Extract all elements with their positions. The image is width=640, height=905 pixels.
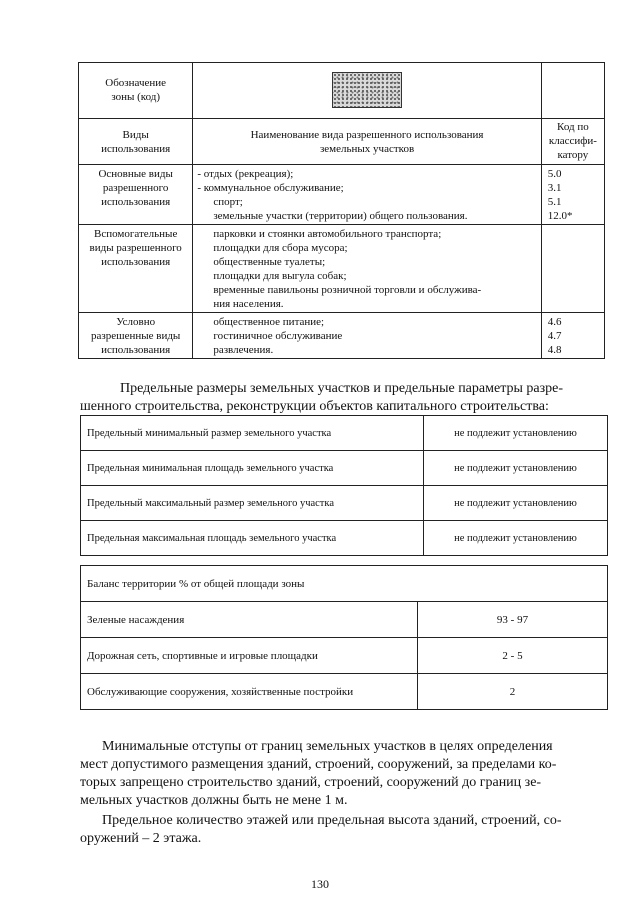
code-value: 4.7 (547, 330, 562, 342)
balance-table (80, 565, 608, 710)
row-title: Основные виды (98, 168, 173, 180)
row-title: использования (101, 196, 171, 208)
setbacks-paragraph (80, 738, 607, 810)
limit-value: не подлежит установлению (424, 451, 608, 486)
list-item: земельные участки (территории) общего пользования. (213, 210, 468, 222)
list-item: ния населения. (213, 298, 284, 310)
floors-paragraph (80, 812, 607, 848)
table-row (81, 602, 608, 638)
table-row (81, 486, 608, 521)
paragraph-line: мест допустимого размещения зданий, строений, сооружений, за пределами ко- (80, 757, 557, 772)
balance-header: Баланс территории % от общей площади зоны (81, 566, 608, 602)
list-item: - коммунальное обслуживание; (197, 182, 344, 194)
zone-hatch-pattern (332, 72, 402, 108)
limits-paragraph (80, 380, 607, 416)
list-item: развлечения. (213, 344, 274, 356)
paragraph-line: Предельные размеры земельных участков и предельные параметры разре- (120, 381, 564, 396)
limit-value: не подлежит установлению (424, 486, 608, 521)
table-row (81, 638, 608, 674)
row-title: разрешенные виды (91, 330, 181, 342)
header-text: земельных участков (319, 142, 415, 155)
code-value: 3.1 (547, 182, 562, 194)
list-item: общественное питание; (213, 316, 325, 328)
header-text: Виды (122, 128, 149, 141)
list-item: гостиничное обслуживание (213, 330, 343, 342)
balance-value: 93 - 97 (418, 602, 608, 638)
main-uses-codes (541, 165, 604, 225)
zone-code-label: зоны (код) (111, 91, 161, 103)
balance-item: Зеленые насаждения (81, 602, 418, 638)
table-row (81, 566, 608, 602)
header-text: Наименование вида разрешенного использования (250, 128, 484, 141)
header-text: классифи- (548, 135, 597, 147)
empty-cell (541, 63, 604, 119)
conditional-uses-title (79, 313, 193, 359)
paragraph-line: шенного строительства, реконструкции объектов капитального строительства: (80, 399, 549, 414)
conditional-uses-codes (541, 313, 604, 359)
limit-value: не подлежит установлению (424, 416, 608, 451)
zone-code-label-cell (79, 63, 193, 119)
code-value: 5.0 (547, 168, 562, 180)
table-row (81, 674, 608, 710)
conditional-uses-list (193, 313, 541, 359)
paragraph-line: мельных участков должны быть не мене 1 м. (80, 793, 348, 808)
row-title: Условно (116, 316, 156, 328)
header-text: катору (557, 149, 589, 161)
empty-cell (541, 225, 604, 313)
row-title: Вспомогательные (94, 228, 178, 240)
code-value: 5.1 (547, 196, 562, 208)
limit-name: Предельная максимальная площадь земельного участка (81, 521, 424, 556)
zone-code-label: Обозначение (105, 77, 167, 89)
limits-table (80, 415, 608, 556)
list-item: - отдых (рекреация); (197, 168, 294, 180)
row-title: разрешенного (102, 182, 169, 194)
code-value: 12.0* (547, 210, 573, 222)
list-item: спорт; (213, 196, 243, 208)
limit-name: Предельный максимальный размер земельного участка (81, 486, 424, 521)
balance-item: Обслуживающие сооружения, хозяйственные постройки (81, 674, 418, 710)
main-uses-list (193, 165, 541, 225)
limit-name: Предельный минимальный размер земельного участка (81, 416, 424, 451)
paragraph-line: Минимальные отступы от границ земельных участков в целях определения (102, 739, 553, 754)
table-row (81, 451, 608, 486)
auxiliary-uses-title (79, 225, 193, 313)
table-row (81, 521, 608, 556)
page-number: 130 (311, 877, 329, 891)
auxiliary-uses-list (193, 225, 541, 313)
row-title: использования (101, 256, 171, 268)
paragraph-line: торых запрещено строительство зданий, строений, сооружений до границ зе- (80, 775, 542, 790)
paragraph-line: Предельное количество этажей или предельная высота зданий, строений, со- (102, 813, 562, 828)
header-text: использования (101, 142, 171, 155)
header-codes (541, 119, 604, 165)
limit-value: не подлежит установлению (424, 521, 608, 556)
code-value: 4.6 (547, 316, 562, 328)
list-item: парковки и стоянки автомобильного транспорта; (213, 228, 442, 240)
paragraph-line: оружений – 2 этажа. (80, 831, 202, 846)
balance-value: 2 - 5 (418, 638, 608, 674)
row-title: использования (101, 344, 171, 356)
list-item: площадки для выгула собак; (213, 270, 347, 282)
main-uses-title (79, 165, 193, 225)
limit-name: Предельная минимальная площадь земельного участка (81, 451, 424, 486)
list-item: площадки для сбора мусора; (213, 242, 348, 254)
list-item: общественные туалеты; (213, 256, 326, 268)
header-text: Код по (557, 121, 589, 133)
header-types (79, 119, 193, 165)
row-title: виды разрешенного (89, 242, 182, 254)
code-value: 4.8 (547, 344, 562, 356)
balance-value: 2 (418, 674, 608, 710)
header-names (193, 119, 541, 165)
zone-uses-table (78, 62, 605, 359)
zone-hatch-cell (193, 63, 541, 119)
balance-item: Дорожная сеть, спортивные и игровые площадки (81, 638, 418, 674)
table-row (81, 416, 608, 451)
list-item: временные павильоны розничной торговли и обслужива- (213, 284, 482, 296)
